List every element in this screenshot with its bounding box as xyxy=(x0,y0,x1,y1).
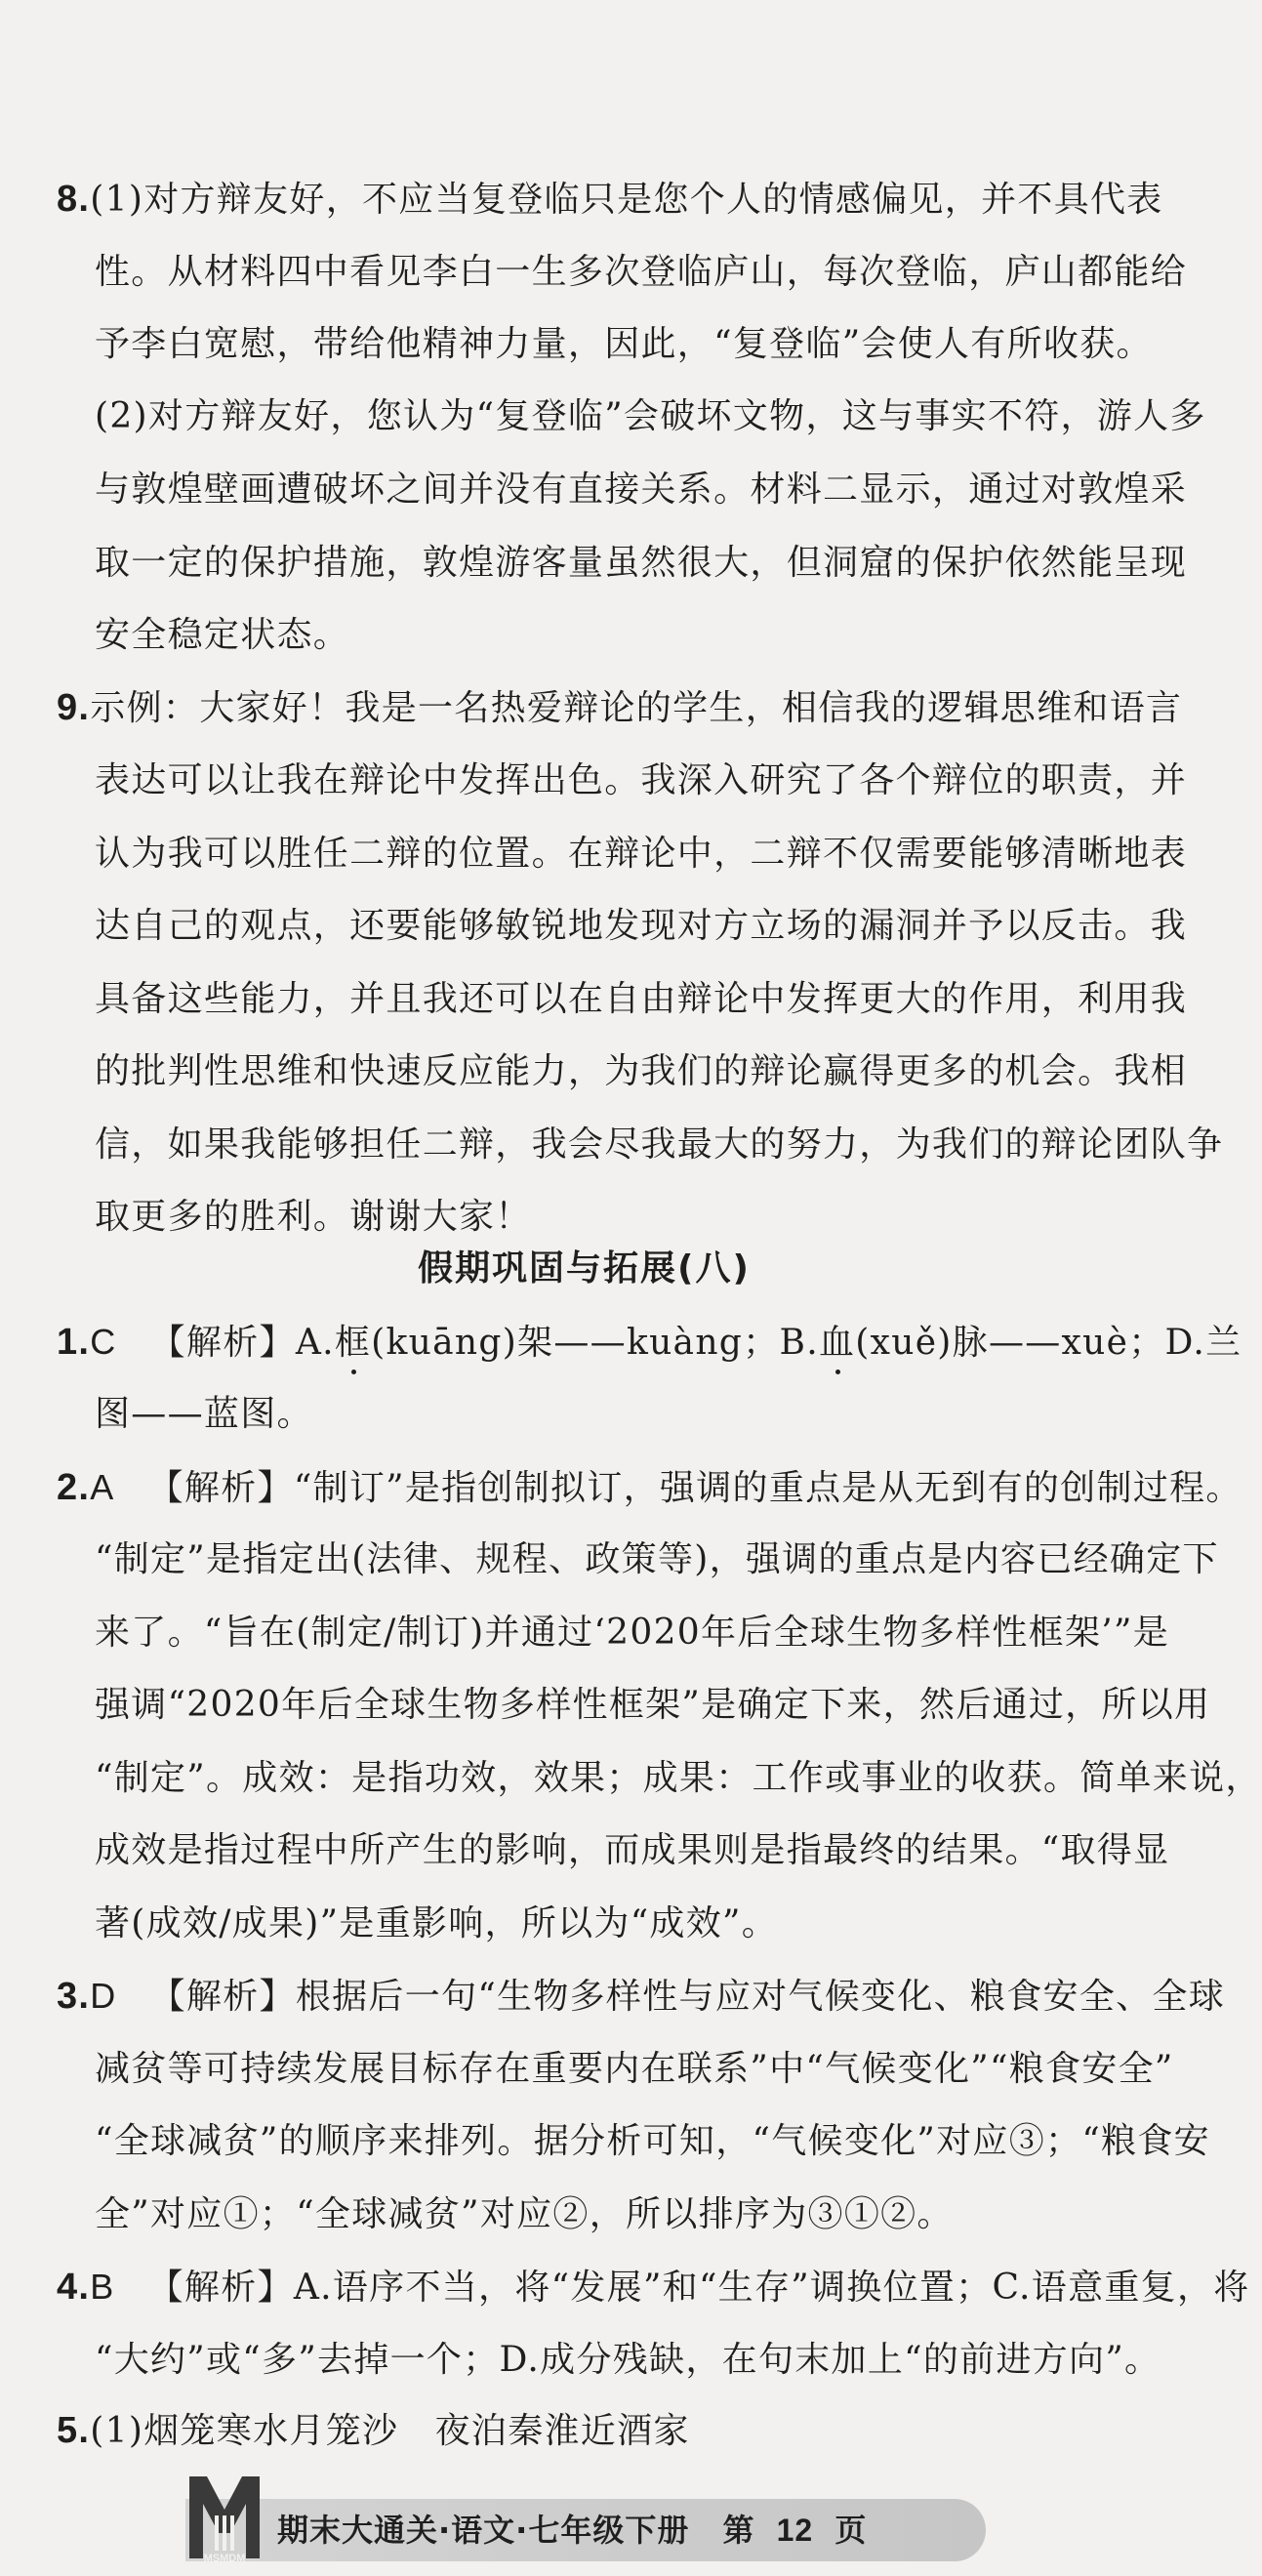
section-heading: 假期巩固与拓展(八) xyxy=(418,1248,751,1288)
item-3-analysis-tag: 【解析】 xyxy=(149,1977,296,2017)
item-2-number: 2. xyxy=(57,1467,91,1508)
q9-line-6: 的批判性思维和快速反应能力，为我们的辩论赢得更多的机会。我相 xyxy=(95,1051,1188,1091)
item-2-analysis-tag: 【解析】 xyxy=(147,1468,294,1508)
q8-line-4: (2)对方辩友好，您认为“复登临”会破坏文物，这与事实不符，游人多 xyxy=(95,396,1206,436)
item-4-analysis-tag: 【解析】 xyxy=(147,2268,294,2308)
q9-line-4: 达自己的观点，还要能够敏锐地发现对方立场的漏洞并予以反击。我 xyxy=(95,906,1188,946)
footer-text: 期末大通关·语文·七年级下册 第 12 页 xyxy=(277,2512,868,2549)
item-3-number: 3. xyxy=(57,1976,91,2017)
q8-line-7: 安全稳定状态。 xyxy=(95,615,350,655)
item-3-line-3: “全球减贫”的顺序来排列。据分析可知，“气候变化”对应③；“粮食安 xyxy=(95,2121,1210,2161)
q9-line-5: 具备这些能力，并且我还可以在自由辩论中发挥更大的作用，利用我 xyxy=(95,979,1188,1019)
item-4-number: 4. xyxy=(57,2267,91,2308)
item-5-number: 5. xyxy=(57,2410,91,2451)
item-2-answer: A xyxy=(90,1467,115,1507)
item-3-answer: D xyxy=(90,1976,117,2016)
q9-line-8: 取更多的胜利。谢谢大家！ xyxy=(95,1197,532,1237)
footer-title: 期末大通关·语文·七年级下册 xyxy=(277,2512,690,2549)
q8-number: 8. xyxy=(57,179,91,220)
q9-line-3: 认为我可以胜任二辩的位置。在辩论中，二辩不仅需要能够清晰地表 xyxy=(95,834,1188,874)
q8-line-6: 取一定的保护措施，敦煌游客量虽然很大，但洞窟的保护依然能呈现 xyxy=(95,543,1188,583)
q9-line-2: 表达可以让我在辩论中发挥出色。我深入研究了各个辩位的职责，并 xyxy=(95,760,1188,800)
item-1-line-1: 1.C 【解析】A.框(kuāng)架——kuàng；B.血(xuě)脉——xuè；D.兰 xyxy=(57,1322,1242,1363)
item-1-answer: C xyxy=(90,1322,117,1362)
logo-text: MSMDM xyxy=(203,2553,246,2564)
item-3-line-4: 全”对应①；“全球减贫”对应②，所以排序为③①②。 xyxy=(95,2194,954,2234)
item-2-line-6: 成效是指过程中所产生的影响，而成果则是指最终的结果。“取得显 xyxy=(95,1830,1170,1870)
page-number: 12 xyxy=(776,2513,814,2548)
item-4-line-1: 4.B 【解析】A.语序不当，将“发展”和“生存”调换位置；C.语意重复，将 xyxy=(57,2267,1250,2308)
q8-line-2: 性。从材料四中看见李白一生多次登临庐山，每次登临，庐山都能给 xyxy=(95,252,1188,292)
item-5-line-1: 5.(1)烟笼寒水月笼沙 夜泊秦淮近酒家 xyxy=(57,2410,690,2451)
item-3-line-1: 3.D 【解析】根据后一句“生物多样性与应对气候变化、粮食安全、全球 xyxy=(57,1976,1226,2017)
item-1-analysis-tag: 【解析】 xyxy=(149,1323,296,1363)
item-4-line-2: “大约”或“多”去掉一个；D.成分残缺，在句末加上“的前进方向”。 xyxy=(95,2340,1161,2380)
item-2-line-3: 来了。“旨在(制定/制订)并通过‘2020年后全球生物多样性框架’”是 xyxy=(95,1613,1170,1653)
item-4-answer: B xyxy=(90,2267,115,2307)
q8-line-1: 8.(1)对方辩友好，不应当复登临只是您个人的情感偏见，并不具代表 xyxy=(57,179,1163,220)
item-2-line-5: “制定”。成效：是指功效，效果；成果：工作或事业的收获。简单来说， xyxy=(95,1758,1262,1798)
publisher-logo-icon xyxy=(185,2465,264,2562)
item-3-line-2: 减贫等可持续发展目标存在重要内在联系”中“气候变化”“粮食安全” xyxy=(95,2049,1174,2089)
q8-line-3: 予李白宽慰，带给他精神力量，因此，“复登临”会使人有所收获。 xyxy=(95,324,1153,364)
item-1-line-2: 图——蓝图。 xyxy=(95,1394,313,1434)
item-2-line-4: 强调“2020年后全球生物多样性框架”是确定下来，然后通过，所以用 xyxy=(95,1685,1211,1725)
emphasis-dot-char: 框 xyxy=(334,1323,372,1363)
q9-line-7: 信，如果我能够担任二辩，我会尽我最大的努力，为我们的辩论团队争 xyxy=(95,1124,1224,1165)
item-2-line-2: “制定”是指定出(法律、规程、政策等)，强调的重点是内容已经确定下 xyxy=(95,1539,1219,1579)
item-2-line-7: 著(成效/成果)”是重影响，所以为“成效”。 xyxy=(95,1903,779,1943)
emphasis-dot-char: 血 xyxy=(818,1323,856,1363)
q8-line-5: 与敦煌壁画遭破坏之间并没有直接关系。材料二显示，通过对敦煌采 xyxy=(95,470,1188,510)
q9-number: 9. xyxy=(57,687,91,728)
q9-line-1: 9.示例：大家好！我是一名热爱辩论的学生，相信我的逻辑思维和语言 xyxy=(57,687,1183,728)
item-2-line-1: 2.A 【解析】“制订”是指创制拟订，强调的重点是从无到有的创制过程。 xyxy=(57,1467,1242,1508)
item-1-number: 1. xyxy=(57,1322,91,1363)
